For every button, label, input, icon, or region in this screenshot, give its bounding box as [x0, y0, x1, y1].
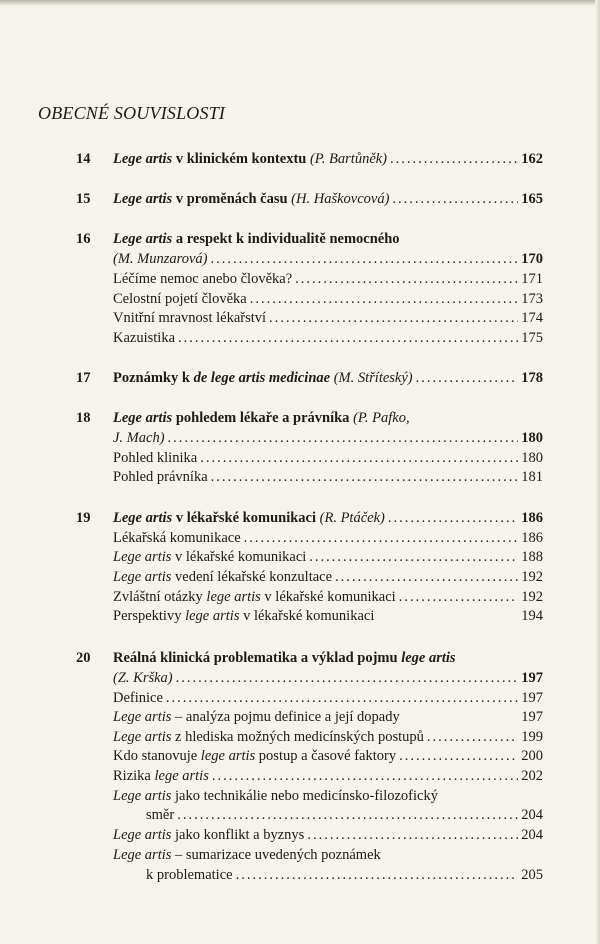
dot-leader — [309, 548, 518, 567]
dot-leader — [200, 449, 518, 468]
dot-leader — [307, 826, 518, 845]
toc-entry-19[interactable] — [113, 509, 543, 528]
subentry-title: Perspektivy — [113, 608, 186, 624]
page-number: 200 — [521, 748, 543, 764]
dot-leader — [427, 728, 518, 747]
toc-subentry-line1[interactable] — [113, 846, 381, 865]
dot-leader — [176, 669, 518, 688]
page-number: 197 — [521, 709, 543, 725]
page-number: 194 — [521, 608, 543, 624]
chapter-author: (Z. Krška) — [113, 670, 173, 686]
subentry-title: – sumarizace uvedených poznámek — [171, 847, 381, 863]
page-number: 205 — [521, 867, 543, 883]
subentry-title-italic: Lege artis — [113, 827, 172, 843]
page-number: 171 — [521, 271, 543, 287]
page-number: 197 — [521, 690, 543, 706]
subentry-title-italic: Lege artis — [113, 549, 172, 565]
subentry-title: Léčíme nemoc anebo člověka? — [113, 271, 293, 287]
dot-leader — [416, 369, 518, 388]
subentry-title: jako konflikt a byznys — [171, 827, 305, 843]
chapter-title-italic: Lege artis — [113, 151, 173, 167]
toc-entry-20[interactable] — [113, 669, 543, 688]
subentry-title-cont: k problematice — [146, 867, 233, 883]
subentry-title: v lékařské komunikaci — [239, 608, 375, 624]
toc-subentry[interactable] — [113, 607, 543, 626]
chapter-title: v proměnách času — [172, 191, 288, 207]
toc-entry-17[interactable] — [113, 369, 543, 388]
chapter-title-italic: Lege artis — [113, 231, 173, 247]
subentry-title: jako technikálie nebo medicínsko-filozofický — [171, 788, 438, 804]
dot-leader — [244, 529, 518, 548]
page-number: 204 — [521, 807, 543, 823]
toc-entry-20-title[interactable] — [113, 649, 456, 668]
section-title: OBECNÉ SOUVISLOSTI — [38, 103, 226, 123]
subentry-title-italic: Lege artis — [113, 788, 172, 804]
chapter-author: (P. Bartůněk) — [309, 151, 388, 167]
subentry-title: Kdo stanovuje — [113, 748, 201, 764]
chapter-title-italic: lege artis — [401, 650, 456, 666]
subentry-title-italic: Lege artis — [113, 847, 172, 863]
subentry-title: v lékařské komunikaci — [260, 589, 396, 605]
dot-leader — [236, 866, 518, 885]
page-number: 175 — [521, 330, 543, 346]
toc-subentry[interactable] — [113, 588, 543, 607]
page-right-edge — [595, 0, 600, 944]
toc-subentry[interactable] — [113, 529, 543, 548]
dot-leader — [166, 689, 518, 708]
subentry-title: vedení lékařské konzultace — [171, 569, 333, 585]
subentry-title: Celostní pojetí člověka — [113, 291, 247, 307]
subentry-title-italic: lege artis — [185, 608, 240, 624]
dot-leader — [250, 290, 518, 309]
chapter-title-italic: de lege artis medicinae — [193, 370, 331, 386]
subentry-title-italic: Lege artis — [113, 569, 172, 585]
subentry-title-italic: lege artis — [206, 589, 261, 605]
chapter-number: 16 — [76, 231, 91, 247]
dot-leader — [399, 588, 518, 607]
dot-leader — [211, 468, 518, 487]
subentry-title-italic: Lege artis — [113, 709, 172, 725]
toc-subentry[interactable] — [113, 548, 543, 567]
page-number: 186 — [521, 530, 543, 546]
page-number: 178 — [521, 370, 543, 386]
dot-leader — [211, 250, 519, 269]
toc-subentry[interactable] — [113, 689, 543, 708]
dot-leader — [392, 190, 518, 209]
page-number: 197 — [521, 670, 543, 686]
toc-subentry[interactable] — [113, 568, 543, 587]
chapter-author: J. Mach) — [113, 430, 165, 446]
subentry-title-italic: lege artis — [200, 748, 256, 764]
page-top-edge — [0, 0, 600, 6]
chapter-number: 15 — [76, 191, 91, 207]
toc-subentry[interactable] — [113, 728, 543, 747]
subentry-title-cont: směr — [146, 807, 175, 823]
subentry-title: Lékařská komunikace — [113, 530, 241, 546]
page-number: 181 — [521, 469, 543, 485]
dot-leader — [177, 806, 518, 825]
page-number: 188 — [521, 549, 543, 565]
toc-entry-14[interactable] — [113, 150, 543, 169]
toc-entry-16-title[interactable] — [113, 230, 400, 249]
chapter-author: (M. Stříteský) — [333, 370, 413, 386]
dot-leader — [390, 150, 518, 169]
toc-subentry[interactable] — [113, 747, 543, 766]
subentry-title: postup a časové faktory — [255, 748, 397, 764]
page-number: 204 — [521, 827, 543, 843]
toc-entry-18[interactable] — [113, 429, 543, 448]
chapter-title: Reálná klinická problematika a výklad pojmu — [113, 650, 402, 666]
chapter-title-italic: Lege artis — [113, 510, 173, 526]
subentry-title: Pohled klinika — [113, 450, 198, 466]
toc-subentry[interactable] — [113, 468, 543, 487]
toc-subentry[interactable] — [113, 708, 543, 727]
subentry-title-italic: Lege artis — [113, 729, 172, 745]
chapter-number: 14 — [76, 151, 91, 167]
dot-leader — [178, 329, 518, 348]
toc-subentry-line1[interactable] — [113, 787, 438, 806]
chapter-author: (P. Pafko, — [353, 410, 410, 426]
toc-subentry[interactable] — [113, 826, 543, 845]
chapter-author: (H. Haškovcová) — [291, 191, 390, 207]
subentry-title-italic: lege artis — [154, 768, 209, 784]
toc-subentry[interactable] — [113, 290, 543, 309]
toc-subentry[interactable] — [113, 270, 543, 289]
toc-entry-16[interactable] — [113, 250, 543, 269]
dot-leader — [269, 309, 518, 328]
chapter-title: a respekt k individualitě nemocného — [172, 231, 400, 247]
chapter-title: Poznámky k — [113, 370, 194, 386]
page-number: 199 — [521, 729, 543, 745]
page-number: 180 — [521, 450, 543, 466]
toc-subentry[interactable] — [146, 806, 543, 825]
page-number: 186 — [521, 510, 543, 526]
chapter-title-italic: Lege artis — [113, 410, 173, 426]
chapter-number: 18 — [76, 410, 91, 426]
chapter-author: (M. Munzarová) — [113, 251, 208, 267]
dot-leader — [212, 767, 518, 786]
chapter-author: (R. Ptáček) — [319, 510, 385, 526]
chapter-number: 19 — [76, 510, 91, 526]
page-number: 162 — [521, 151, 543, 167]
dot-leader — [295, 270, 518, 289]
subentry-title: v lékařské komunikaci — [171, 549, 307, 565]
chapter-title: v klinickém kontextu — [172, 151, 307, 167]
toc-subentry[interactable] — [113, 329, 543, 348]
subentry-title: z hlediska možných medicínských postupů — [171, 729, 424, 745]
page-number: 192 — [521, 589, 543, 605]
dot-leader — [399, 747, 518, 766]
page-number: 165 — [521, 191, 543, 207]
chapter-number: 17 — [76, 370, 91, 386]
toc-subentry[interactable] — [146, 866, 543, 885]
subentry-title: Zvláštní otázky — [113, 589, 207, 605]
dot-leader — [388, 509, 518, 528]
chapter-number: 20 — [76, 650, 91, 666]
page-number: 192 — [521, 569, 543, 585]
chapter-title-italic: Lege artis — [113, 191, 173, 207]
page-number: 180 — [521, 430, 543, 446]
page-number: 170 — [521, 251, 543, 267]
subentry-title: – analýza pojmu definice a její dopady — [171, 709, 400, 725]
subentry-title: Kazuistika — [113, 330, 176, 346]
toc-subentry[interactable] — [113, 309, 543, 328]
page-number: 202 — [521, 768, 543, 784]
dot-leader — [168, 429, 518, 448]
toc-subentry[interactable] — [113, 449, 543, 468]
subentry-title: Vnitřní mravnost lékařství — [113, 310, 267, 326]
toc-entry-15[interactable] — [113, 190, 543, 209]
chapter-title: v lékařské komunikaci — [172, 510, 317, 526]
toc-subentry[interactable] — [113, 767, 543, 786]
page-number: 174 — [521, 310, 543, 326]
page-number: 173 — [521, 291, 543, 307]
subentry-title: Rizika — [113, 768, 155, 784]
subentry-title: Definice — [113, 690, 163, 706]
toc-entry-18-title[interactable] — [113, 409, 410, 428]
dot-leader — [335, 568, 518, 587]
chapter-title: pohledem lékaře a právníka — [172, 410, 350, 426]
subentry-title: Pohled právníka — [113, 469, 208, 485]
